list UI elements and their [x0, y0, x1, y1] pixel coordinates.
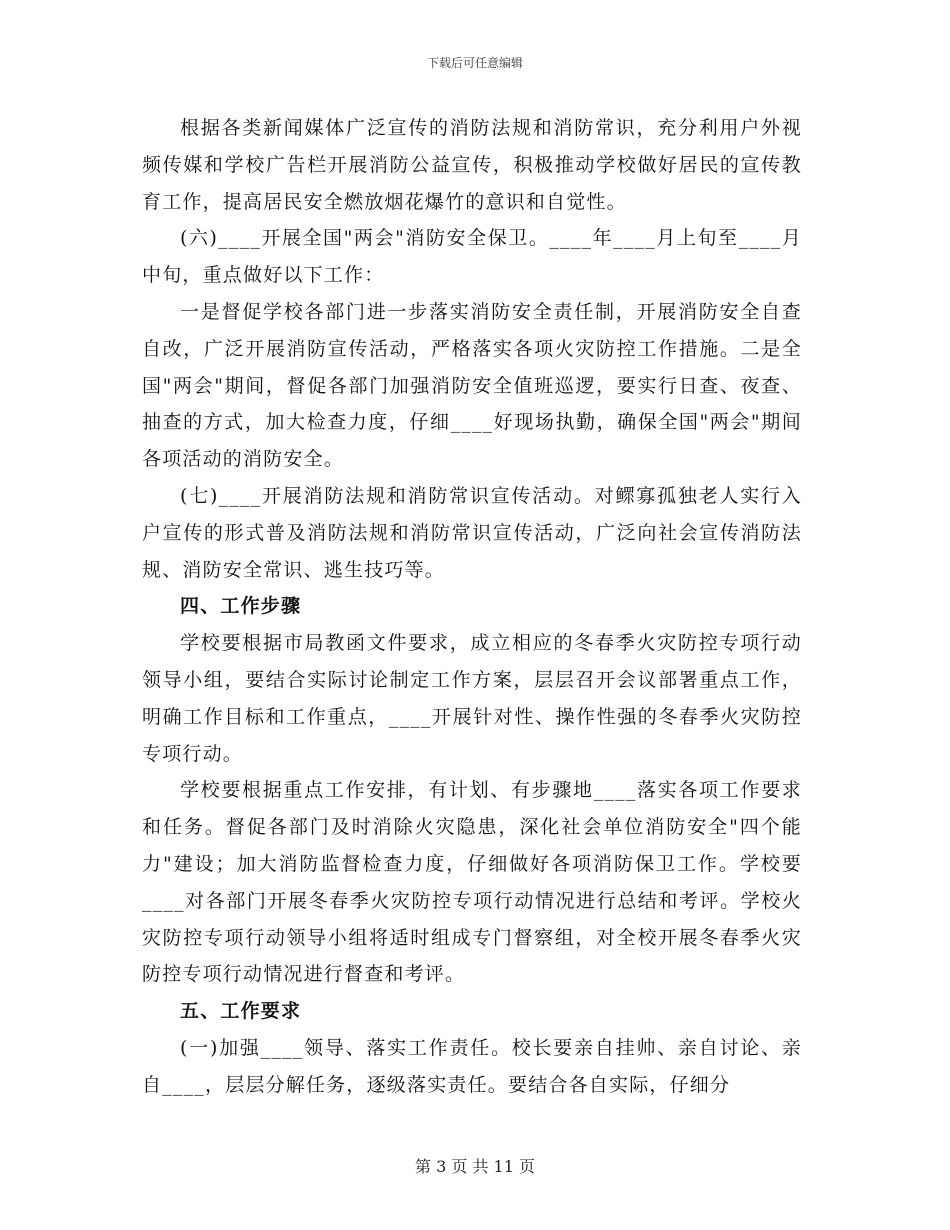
paragraph: (七)____开展消防法规和消防常识宣传活动。对鳏寡孤独老人实行入户宣传的形式普及消防法规和消防常识宣传活动，广泛向社会宣传消防法规、消防安全常识、逃生技巧等。 — [142, 484, 802, 581]
paragraph: 根据各类新闻媒体广泛宣传的消防法规和消防常识，充分利用户外视频传媒和学校广告栏开展消防公益宣传，积极推动学校做好居民的宣传教育工作，提高居民安全燃放烟花爆竹的意识和自觉性。 — [142, 117, 802, 213]
header-note: 下载后可任意编辑 — [426, 56, 523, 70]
paragraph: 一是督促学校各部门进一步落实消防安全责任制，开展消防安全自查自改，广泛开展消防宣传活动，严格落实各项火灾防控工作措施。二是全国"两会"期间，督促各部门加强消防安全值班巡逻，要实行日查、夜查、抽查的方式，加大检查力度，仔细____好现场执勤，确保全国"两会"期间各项活动的消防安全。 — [142, 300, 802, 471]
section-heading: 四、工作步骤 — [180, 595, 302, 618]
paragraph: 学校要根据市局教函文件要求，成立相应的冬春季火灾防控专项行动领导小组，要结合实际讨论制定工作方案，层层召开会议部署重点工作，明确工作目标和工作重点，____开展针对性、操作性强的冬春季火灾防控专项行动。 — [142, 632, 802, 765]
paragraph: 学校要根据重点工作安排，有计划、有步骤地____落实各项工作要求和任务。督促各部门及时消除火灾隐患，深化社会单位消防安全"四个能力"建设；加大消防监督检查力度，仔细做好各项消防保卫工作。学校要____对各部门开展冬春季火灾防控专项行动情况进行总结和考评。学校火灾防控专项行动领导小组将适时组成专门督察组，对全校开展冬春季火灾防控专项行动情况进行督查和考评。 — [142, 779, 802, 986]
page-number: 第 3 页 共 11 页 — [415, 1157, 535, 1176]
paragraph: (六)____开展全国"两会"消防安全保卫。____年____月上旬至____月中旬，重点做好以下工作： — [142, 227, 802, 287]
section-heading: 五、工作要求 — [180, 1000, 302, 1023]
paragraph: (一)加强____领导、落实工作责任。校长要亲自挂帅、亲自讨论、亲自____，层层分解任务，逐级落实责任。要结合各自实际，仔细分 — [142, 1036, 802, 1096]
document-body — [142, 110, 802, 1104]
